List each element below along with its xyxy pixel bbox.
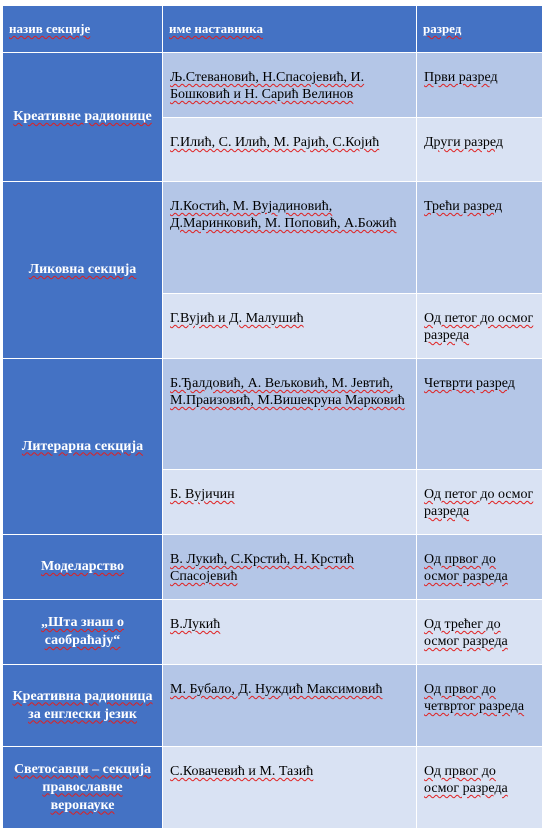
grade-cell: Први разред bbox=[417, 53, 543, 118]
teacher-cell: Л.Костић, М. Вујадиновић, Д.Маринковић, М. Поповић, А.Божић bbox=[163, 182, 417, 294]
teacher-cell: Б. Вујичин bbox=[163, 470, 417, 535]
section-cell: Светосавци – секција православне веронауке bbox=[3, 747, 163, 829]
teacher-cell: Г.Вујић и Д. Малушић bbox=[163, 294, 417, 359]
grade-cell: Трећи разред bbox=[417, 182, 543, 294]
header-grade: разред bbox=[417, 6, 543, 53]
table-row bbox=[3, 747, 543, 829]
section-cell: Креативна радионица за енглески језик bbox=[3, 665, 163, 747]
teacher-cell: С.Ковачевић и М. Тазић bbox=[163, 747, 417, 829]
table-row bbox=[3, 665, 543, 747]
grade-cell: Од петог до осмог разреда bbox=[417, 294, 543, 359]
section-cell: Креативне радионице bbox=[3, 53, 163, 182]
grade-cell: Од петог до осмог разреда bbox=[417, 470, 543, 535]
teacher-cell: Г.Илић, С. Илић, М. Рајић, С.Којић bbox=[163, 118, 417, 182]
teacher-cell: М. Бубало, Д. Нуждић Максимовић bbox=[163, 665, 417, 747]
grade-cell: Од првог до осмог разреда bbox=[417, 747, 543, 829]
header-teacher: име наставника bbox=[163, 6, 417, 53]
sections-table bbox=[2, 5, 543, 829]
section-cell: „Шта знаш о саобраћају“ bbox=[3, 600, 163, 665]
section-cell: Ликовна секција bbox=[3, 182, 163, 359]
teacher-cell: В.Лукић bbox=[163, 600, 417, 665]
section-cell: Моделарство bbox=[3, 535, 163, 600]
teacher-cell: В. Лукић, С.Крстић, Н. Крстић Спасојевић bbox=[163, 535, 417, 600]
grade-cell: Четврти разред bbox=[417, 359, 543, 470]
table-row bbox=[3, 535, 543, 600]
grade-cell: Од првог до осмог разреда bbox=[417, 535, 543, 600]
teacher-cell: Љ.Стевановић, Н.Спасојевић, И. Бошковић и Н. Сарић Велинов bbox=[163, 53, 417, 118]
table-row bbox=[3, 53, 543, 118]
table-row bbox=[3, 359, 543, 470]
grade-cell: Од првог до четвртог разреда bbox=[417, 665, 543, 747]
grade-cell: Од трећег до осмог разреда bbox=[417, 600, 543, 665]
header-section: назив секције bbox=[3, 6, 163, 53]
grade-cell: Други разред bbox=[417, 118, 543, 182]
section-cell: Литерарна секција bbox=[3, 359, 163, 535]
table-row bbox=[3, 600, 543, 665]
teacher-cell: Б.Ђалдовић, А. Вељковић, М. Јевтић, М.Праизовић, М.Вишекруна Марковић bbox=[163, 359, 417, 470]
table-row bbox=[3, 182, 543, 294]
table-header-row bbox=[3, 6, 543, 53]
